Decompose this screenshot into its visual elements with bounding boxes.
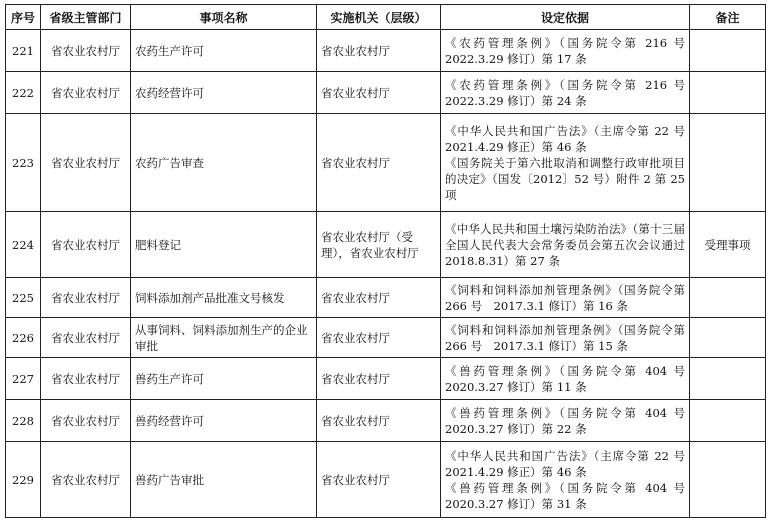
row-note xyxy=(690,442,766,518)
row-number: 229 xyxy=(6,442,41,518)
basis-clause: 《中华人民共和国土壤污染防治法》（第十三届全国人民代表大会常务委员会第五次会议通过 2018.8.31）第 27 条 xyxy=(445,221,685,268)
table-row xyxy=(6,278,766,318)
row-agency: 省农业农村厅 xyxy=(317,30,441,72)
basis-clause: 《兽药管理条例》（国务院令第 404 号 2020.3.27 修订）第 11 条 xyxy=(445,363,685,394)
row-department: 省农业农村厅 xyxy=(41,442,131,518)
table-row xyxy=(6,442,766,518)
row-agency: 省农业农村厅 xyxy=(317,442,441,518)
header-row xyxy=(6,5,766,30)
row-note xyxy=(690,30,766,72)
table-row xyxy=(6,30,766,72)
table-body xyxy=(6,30,766,518)
basis-clause: 《农药管理条例》（国务院令第 216 号 2022.3.29 修订）第 24 条 xyxy=(445,77,685,108)
row-department: 省农业农村厅 xyxy=(41,278,131,318)
row-basis xyxy=(441,400,690,442)
row-note xyxy=(690,318,766,358)
header-dept: 省级主管部门 xyxy=(41,5,131,30)
row-item-name: 兽药生产许可 xyxy=(131,358,317,400)
basis-clause: 《农药管理条例》（国务院令第 216 号 2022.3.29 修订）第 17 条 xyxy=(445,35,685,66)
header-agency: 实施机关（层级） xyxy=(317,5,441,30)
header-no: 序号 xyxy=(6,5,41,30)
row-number: 222 xyxy=(6,72,41,114)
row-item-name: 兽药广告审批 xyxy=(131,442,317,518)
row-agency: 省农业农村厅 xyxy=(317,358,441,400)
basis-clause: 《中华人民共和国广告法》（主席令第 22 号 2021.4.29 修正）第 46 条 xyxy=(445,123,685,154)
row-number: 221 xyxy=(6,30,41,72)
basis-clause: 《中华人民共和国广告法》（主席令第 22 号 2021.4.29 修正）第 46 条 xyxy=(445,448,685,479)
row-item-name: 饲料添加剂产品批准文号核发 xyxy=(131,278,317,318)
row-note xyxy=(690,400,766,442)
row-note xyxy=(690,114,766,212)
row-note xyxy=(690,358,766,400)
basis-clause: 《国务院关于第六批取消和调整行政审批项目的决定》（国发〔2012〕52 号）附件 2 第 25 项 xyxy=(445,155,685,202)
row-department: 省农业农村厅 xyxy=(41,318,131,358)
row-basis xyxy=(441,318,690,358)
row-note: 受理事项 xyxy=(690,212,766,278)
row-number: 228 xyxy=(6,400,41,442)
table-row xyxy=(6,212,766,278)
row-item-name: 农药经营许可 xyxy=(131,72,317,114)
row-number: 223 xyxy=(6,114,41,212)
row-department: 省农业农村厅 xyxy=(41,212,131,278)
row-number: 224 xyxy=(6,212,41,278)
row-number: 226 xyxy=(6,318,41,358)
table-row xyxy=(6,358,766,400)
basis-clause: 《饲料和饲料添加剂管理条例》（国务院令第 266 号 2017.3.1 修订）第 15 条 xyxy=(445,322,685,353)
row-item-name: 兽药经营许可 xyxy=(131,400,317,442)
basis-clause: 《兽药管理条例》（国务院令第 404 号 2020.3.27 修订）第 22 条 xyxy=(445,405,685,436)
row-department: 省农业农村厅 xyxy=(41,30,131,72)
row-basis xyxy=(441,114,690,212)
row-basis xyxy=(441,72,690,114)
row-department: 省农业农村厅 xyxy=(41,72,131,114)
row-item-name: 从事饲料、饲料添加剂生产的企业审批 xyxy=(131,318,317,358)
table-row xyxy=(6,400,766,442)
basis-clause: 《兽药管理条例》（国务院令第 404 号 2020.3.27 修订）第 31 条 xyxy=(445,480,685,511)
header-basis: 设定依据 xyxy=(441,5,690,30)
row-agency: 省农业农村厅 xyxy=(317,72,441,114)
row-basis xyxy=(441,278,690,318)
row-note xyxy=(690,278,766,318)
row-agency: 省农业农村厅（受理），省农业农村厅 xyxy=(317,212,441,278)
row-agency: 省农业农村厅 xyxy=(317,400,441,442)
row-basis xyxy=(441,212,690,278)
row-item-name: 肥料登记 xyxy=(131,212,317,278)
table-row xyxy=(6,318,766,358)
row-basis xyxy=(441,442,690,518)
row-agency: 省农业农村厅 xyxy=(317,318,441,358)
table-row xyxy=(6,114,766,212)
row-item-name: 农药广告审查 xyxy=(131,114,317,212)
row-note xyxy=(690,72,766,114)
row-department: 省农业农村厅 xyxy=(41,400,131,442)
row-number: 227 xyxy=(6,358,41,400)
row-number: 225 xyxy=(6,278,41,318)
header-note: 备注 xyxy=(690,5,766,30)
regulation-table xyxy=(5,4,766,518)
row-department: 省农业农村厅 xyxy=(41,114,131,212)
row-agency: 省农业农村厅 xyxy=(317,278,441,318)
row-agency: 省农业农村厅 xyxy=(317,114,441,212)
row-department: 省农业农村厅 xyxy=(41,358,131,400)
table-row xyxy=(6,72,766,114)
basis-clause: 《饲料和饲料添加剂管理条例》（国务院令第 266 号 2017.3.1 修订）第 16 条 xyxy=(445,282,685,313)
row-basis xyxy=(441,358,690,400)
header-item: 事项名称 xyxy=(131,5,317,30)
row-basis xyxy=(441,30,690,72)
row-item-name: 农药生产许可 xyxy=(131,30,317,72)
